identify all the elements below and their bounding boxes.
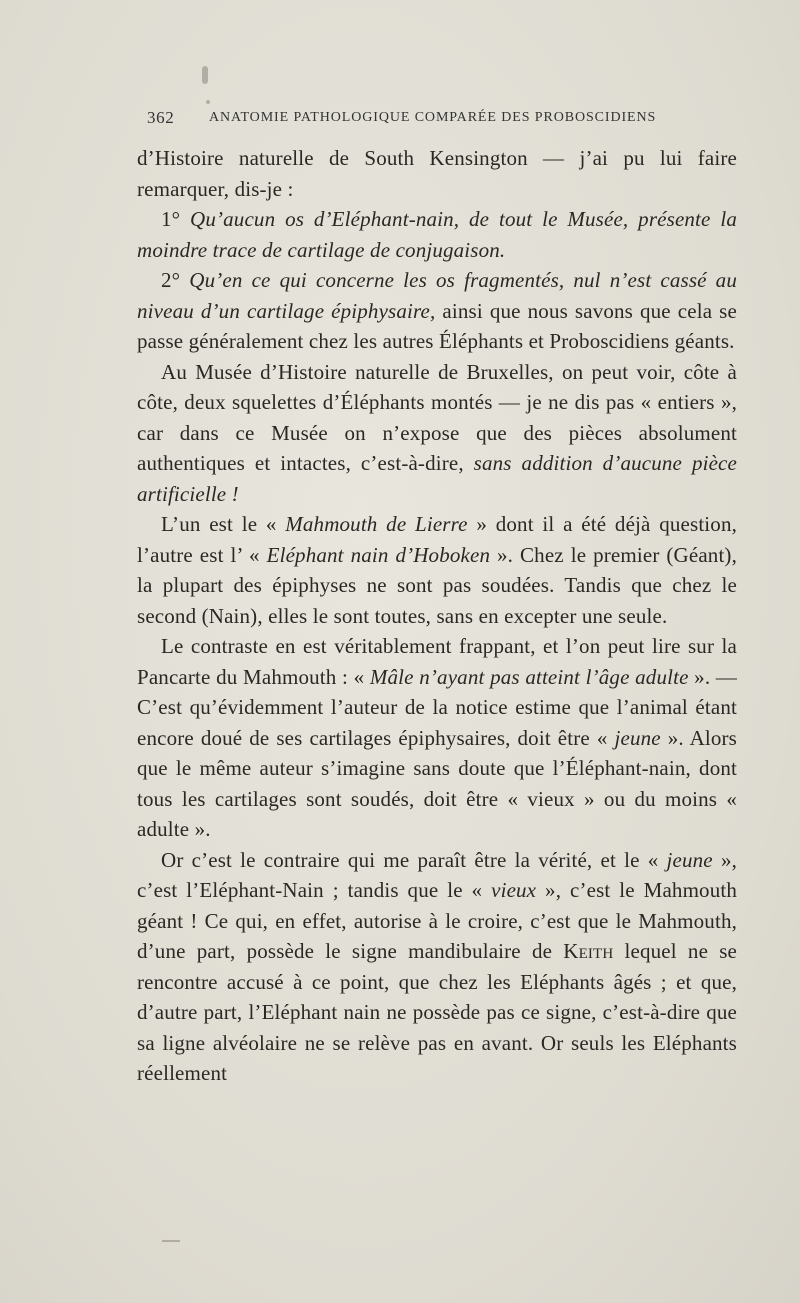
page-number: 362 <box>147 108 175 127</box>
page-header <box>147 108 747 132</box>
paragraph <box>137 845 737 1089</box>
ink-dot <box>206 100 210 104</box>
text-run: ». — C’est qu’évidemment l’auteur de la notice estime que l’animal étant encore doué de ses cartilages épiphysaires, doit être « <box>137 664 737 750</box>
body-text <box>137 143 737 1089</box>
text-run: ainsi que nous savons que cela se passe généralement chez les autres Éléphants et Proboscidiens géants. <box>137 298 737 353</box>
italic-text: jeune <box>614 725 661 750</box>
text-run: Or c’est le contraire qui me paraît être la vérité, et le « <box>161 847 667 872</box>
text-run: Au Musée d’Histoire naturelle de Bruxelles, on peut voir, côte à côte, deux squelettes d’Éléphants montés — je ne dis pas « entiers », car dans ce Musée on n’expose que des pièces absolument authentiques et intactes, c’est-à-dire, <box>137 359 737 475</box>
paragraph <box>137 631 737 845</box>
text-run: 2° <box>161 268 190 292</box>
paragraph <box>137 143 737 204</box>
running-head: ANATOMIE PATHOLOGIQUE COMPARÉE DES PROBOSCIDIENS <box>209 110 657 125</box>
italic-text: Qu’en ce qui concerne les os fragmentés, nul n’est cassé au niveau d’un cartilage épiphysaire, <box>137 268 737 323</box>
italic-text: sans addition d’aucune pièce artificielle ! <box>137 451 738 506</box>
ink-blot <box>202 66 208 84</box>
smudge <box>162 1240 180 1242</box>
text-run: L’un est le « <box>161 512 286 536</box>
text-run: d’Histoire naturelle de South Kensington — j’ai pu lui faire remarquer, dis-je : <box>137 146 737 201</box>
text-run: 1° <box>161 207 191 231</box>
text-run: », c’est le Mahmouth géant ! Ce qui, en effet, autorise à le croire, c’est que le Mahmouth, d’une part, possède le signe mandibulaire de <box>137 878 737 963</box>
paragraph <box>137 204 737 265</box>
italic-text: Mahmouth de Lierre <box>285 512 468 536</box>
text-run: » dont il a été déjà question, l’autre est l’ « <box>137 512 737 567</box>
italic-text: vieux <box>491 878 537 902</box>
text-run: ». Chez le premier (Géant), la plupart des épiphyses ne sont pas soudées. Tandis que chez le second (Nain), elles le sont toutes, sans en excepter une seule. <box>137 542 737 628</box>
paragraph <box>137 509 737 631</box>
paragraph <box>137 357 737 510</box>
small-caps-name: Keith <box>563 939 614 963</box>
italic-text: Qu’aucun os d’Eléphant-nain, de tout le Musée, présente la moindre trace de cartilage de conjugaison. <box>137 207 737 262</box>
text-run: Le contraste en est véritablement frappant, et l’on peut lire sur la Pancarte du Mahmouth : « <box>137 634 737 689</box>
text-run: ». Alors que le même auteur s’imagine sans doute que l’Éléphant-nain, dont tous les cartilages sont soudés, doit être « vieux » ou du moins « adulte ». <box>137 725 737 841</box>
text-run: lequel ne se rencontre accusé à ce point, que chez les Eléphants âgés ; et que, d’autre part, l’Eléphant nain ne possède pas ce signe, c’est-à-dire que sa ligne alvéolaire ne se relève pas en avant. Or seuls les Eléphants réellement <box>137 939 738 1085</box>
italic-text: Eléphant nain d’Hoboken <box>266 542 491 567</box>
text-run: », c’est l’Eléphant-Nain ; tandis que le « <box>137 847 737 902</box>
italic-text: jeune <box>666 847 713 872</box>
paragraph <box>137 265 737 357</box>
italic-text: Mâle n’ayant pas atteint l’âge adulte <box>369 664 689 689</box>
